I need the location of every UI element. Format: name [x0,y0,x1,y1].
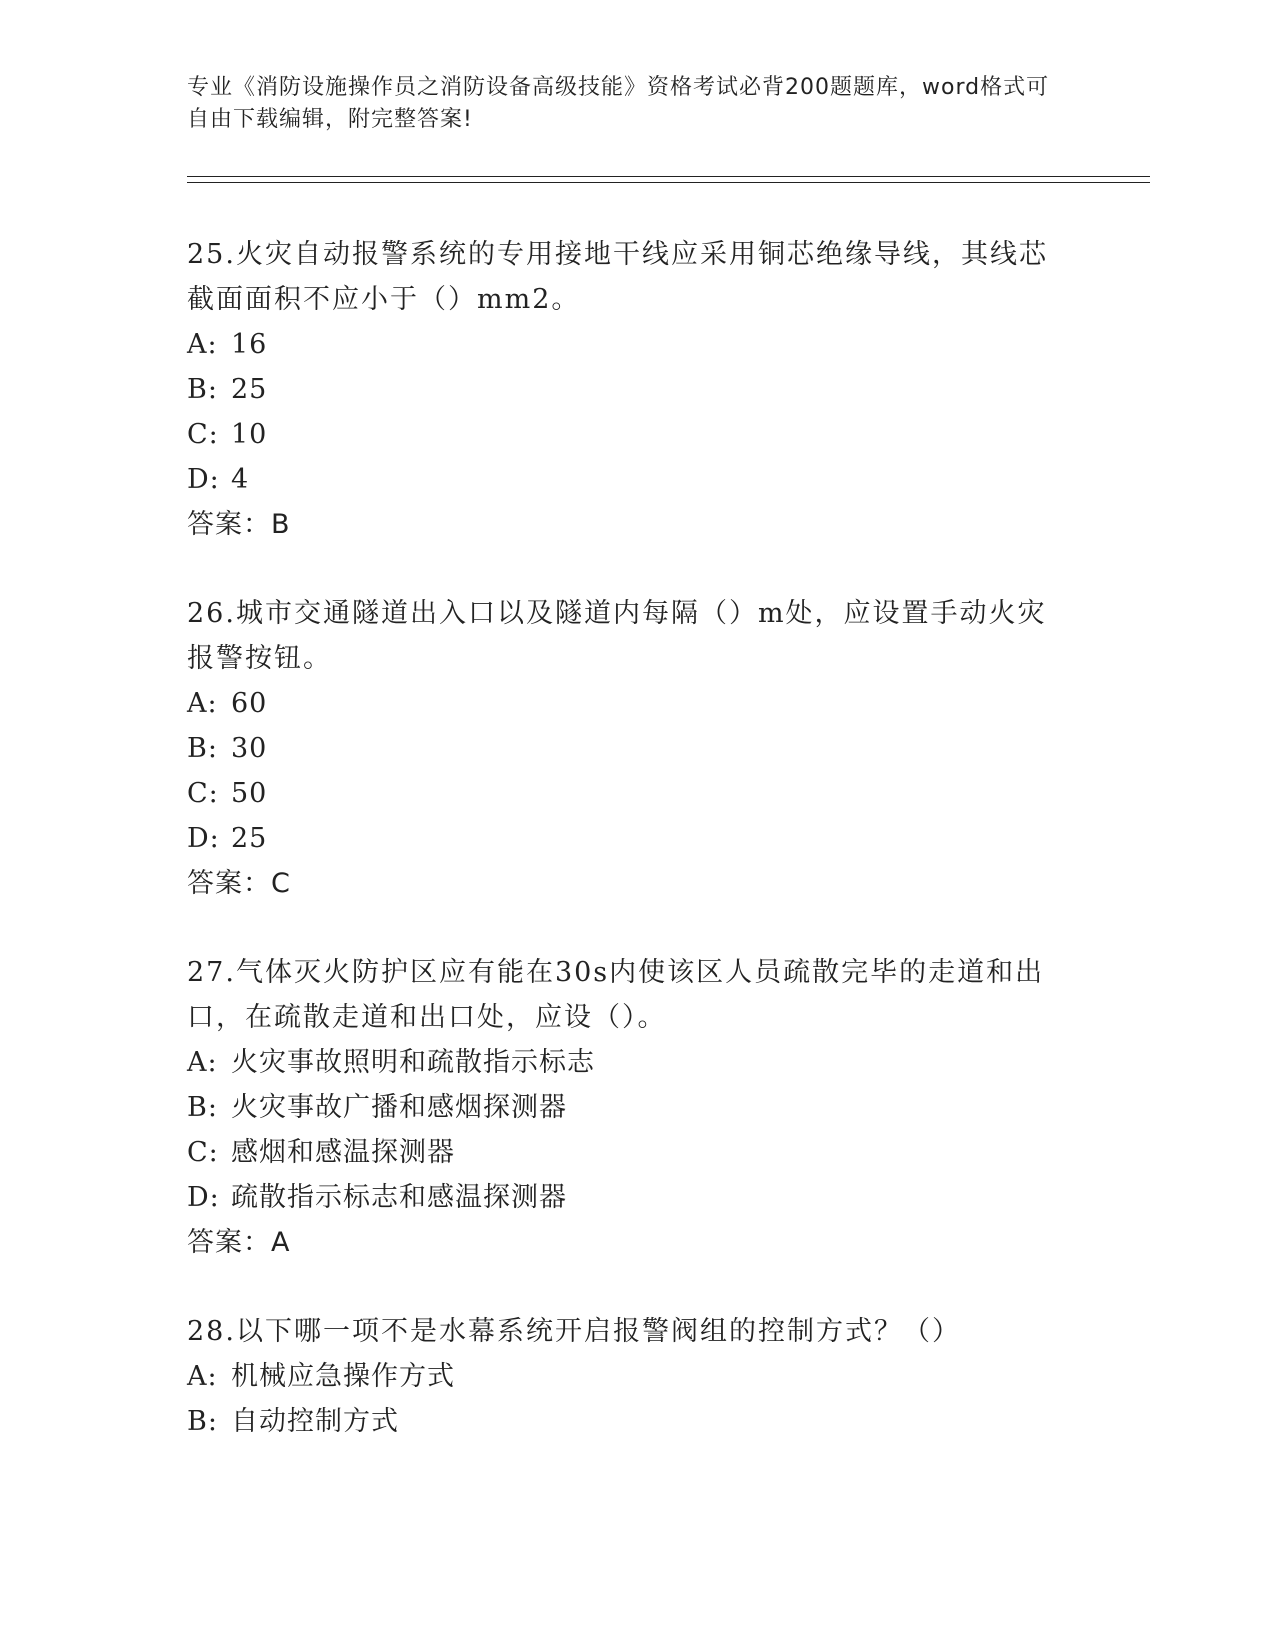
option-text: 疏散指示标志和感温探测器 [231,1182,567,1213]
option-d [187,816,1067,861]
option-d [187,1175,1067,1220]
option-text: 60 [231,688,268,719]
option-label: C: [187,1137,219,1168]
option-text: 机械应急操作方式 [231,1361,455,1392]
option-label: A: [187,329,218,360]
option-text: 10 [231,419,268,450]
option-label: C: [187,778,219,809]
option-label: C: [187,419,219,450]
answer-line: 答案：B [187,509,291,540]
question-28 [187,1309,1067,1444]
option-text: 25 [231,823,268,854]
question-stem: 28.以下哪一项不是水幕系统开启报警阀组的控制方式？（） [187,1316,961,1347]
option-label: B: [187,374,218,405]
question-26 [187,591,1067,906]
option-a [187,1354,1067,1399]
option-text: 30 [231,733,268,764]
option-c [187,771,1067,816]
option-label: A: [187,1361,218,1392]
question-stem: 27.气体灭火防护区应有能在30s内使该区人员疏散完毕的走道和出口，在疏散走道和出口处，应设（）。 [187,957,1045,1033]
option-text: 25 [231,374,268,405]
question-stem: 26.城市交通隧道出入口以及隧道内每隔（）m处，应设置手动火灾报警按钮。 [187,598,1047,674]
option-label: D: [187,1182,220,1213]
option-a [187,681,1067,726]
option-a [187,322,1067,367]
option-label: D: [187,464,220,495]
option-c [187,1130,1067,1175]
option-text: 16 [231,329,268,360]
option-label: A: [187,1047,218,1078]
option-d [187,457,1067,502]
option-label: B: [187,1092,218,1123]
option-text: 4 [231,464,250,495]
option-label: D: [187,823,220,854]
option-b [187,726,1067,771]
option-label: B: [187,733,218,764]
option-label: A: [187,688,218,719]
option-c [187,412,1067,457]
option-text: 火灾事故照明和疏散指示标志 [231,1047,595,1078]
option-b [187,1399,1067,1444]
answer-line: 答案：C [187,868,291,899]
option-text: 火灾事故广播和感烟探测器 [231,1092,567,1123]
answer-line: 答案：A [187,1227,291,1258]
option-text: 50 [231,778,268,809]
option-text: 感烟和感温探测器 [231,1137,455,1168]
option-text: 自动控制方式 [231,1406,399,1437]
option-a [187,1040,1067,1085]
option-b [187,1085,1067,1130]
option-label: B: [187,1406,218,1437]
question-list [187,232,1067,1488]
header-divider [187,176,1150,183]
question-stem: 25.火灾自动报警系统的专用接地干线应采用铜芯绝缘导线，其线芯截面面积不应小于（）mm2。 [187,239,1048,315]
document-header: 专业《消防设施操作员之消防设备高级技能》资格考试必背200题题库，word格式可自由下载编辑，附完整答案! [187,75,1050,132]
question-27 [187,950,1067,1265]
option-b [187,367,1067,412]
question-25 [187,232,1067,547]
